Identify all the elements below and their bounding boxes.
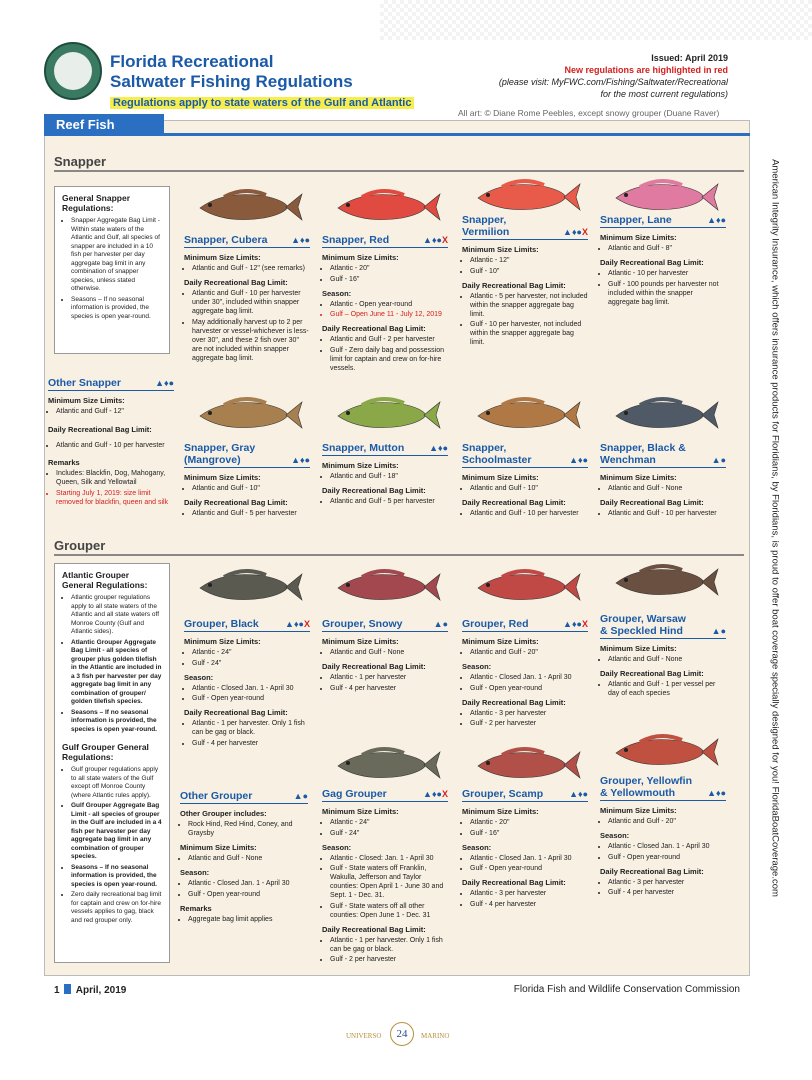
section-grouper-rule xyxy=(54,554,744,556)
species-name-text: Snapper, Lane xyxy=(600,214,672,226)
footer-page xyxy=(54,984,126,996)
footer-org: Florida Fish and Wildlife Conservation Commission xyxy=(513,984,740,995)
atlantic-grouper-item: • Seasons – If no seasonal information is provided, the species is open year-round. xyxy=(71,709,162,735)
region-marks xyxy=(423,788,448,800)
snapper-card xyxy=(462,214,588,349)
bag-limit-item: • Gulf - 10 per harvester, not included within the snapper aggregate bag limit. xyxy=(470,320,588,347)
general-snapper-item: • Seasons – If no seasonal information is provided, the species is open year-round. xyxy=(71,296,162,322)
min-size-item: • Atlantic and Gulf - 12" xyxy=(56,407,174,416)
season-item: • Gulf - Open year-round xyxy=(188,890,308,899)
visit-note: for the most current regulations) xyxy=(600,89,728,99)
fish-illustration xyxy=(472,566,582,608)
remarks-item-new: • Starting July 1, 2019: size limit removed for blackfin, queen and silk xyxy=(56,489,174,507)
footer-date: April, 2019 xyxy=(75,985,127,996)
min-size-label: Minimum Size Limits: xyxy=(184,473,261,482)
region-marks xyxy=(291,234,310,246)
fish-illustration xyxy=(472,176,582,218)
snapper-card xyxy=(600,442,726,520)
remarks-item: • Aggregate bag limit applies xyxy=(188,915,308,924)
region-marks xyxy=(707,214,726,226)
min-size-item: • Atlantic and Gulf - 12" (see remarks) xyxy=(192,264,310,273)
region-marks: ▲♦● xyxy=(155,378,174,388)
species-name-text: Snapper, Vermilion xyxy=(462,214,510,238)
species-name xyxy=(322,788,448,802)
species-name xyxy=(600,775,726,801)
bag-limit-label: Daily Recreational Bag Limit: xyxy=(184,708,288,717)
fish-illustration xyxy=(194,394,304,436)
min-size-item: • Gulf - 16" xyxy=(330,275,448,284)
region-marks xyxy=(434,618,448,630)
grouper-card xyxy=(462,788,588,910)
season-label: Season: xyxy=(462,842,492,852)
min-size-label: Minimum Size Limits: xyxy=(180,843,257,852)
region-marks-text: ▲● xyxy=(711,455,726,465)
region-marks-text: ▲♦● xyxy=(563,619,582,629)
x-mark: X xyxy=(581,619,588,629)
visit-link[interactable]: (please visit: MyFWC.com/Fishing/Saltwater/Recreational xyxy=(498,77,728,87)
species-name xyxy=(600,214,726,228)
min-size-label: Minimum Size Limits: xyxy=(184,253,261,262)
header-pattern xyxy=(380,0,812,40)
min-size-item: • Atlantic - 20" xyxy=(470,818,588,827)
min-size-label: Minimum Size Limits: xyxy=(184,637,261,646)
section-grouper: Grouper xyxy=(54,538,106,553)
title-line1: Florida Recreational xyxy=(110,52,274,71)
sidebar-ad xyxy=(760,158,790,897)
species-name-text: Snapper, Gray (Mangrove) xyxy=(184,442,256,466)
min-size-item: • Atlantic and Gulf - 20" xyxy=(608,817,726,826)
season-item: • Atlantic - Closed Jan. 1 - April 30 xyxy=(188,879,308,888)
bag-limit-item: • Gulf - Zero daily bag and possession limit for captain and crew on for-hire vessels. xyxy=(330,346,448,373)
issued-block xyxy=(499,52,728,100)
season-item: • Atlantic - Closed: Jan. 1 - April 30 xyxy=(330,854,448,863)
region-marks-text: ▲♦● xyxy=(707,788,726,798)
bag-limit-label: Daily Recreational Bag Limit: xyxy=(48,425,152,434)
bag-limit-item: • Gulf - 2 per harvester xyxy=(330,955,448,964)
species-name xyxy=(600,613,726,639)
section-snapper-rule xyxy=(54,170,744,172)
bag-limit-item: • Atlantic - 1 per harvester xyxy=(330,673,448,682)
grouper-card xyxy=(600,775,726,899)
new-regs-note: New regulations are highlighted in red xyxy=(564,65,728,75)
gulf-grouper-item: • Seasons – If no seasonal information is provided, the species is open year-round. xyxy=(71,864,162,890)
species-name-text: Grouper, Black xyxy=(184,618,259,630)
section-snapper: Snapper xyxy=(54,154,107,169)
bag-limit-label: Daily Recreational Bag Limit: xyxy=(462,498,566,507)
bag-limit-item: • Gulf - 4 per harvester xyxy=(470,900,588,909)
bag-limit-label: Daily Recreational Bag Limit: xyxy=(322,324,426,333)
species-name xyxy=(180,790,308,804)
species-name xyxy=(462,442,588,468)
bag-limit-label: Daily Recreational Bag Limit: xyxy=(462,697,566,707)
tab-reef-fish: Reef Fish xyxy=(44,114,164,136)
min-size-label: Minimum Size Limits: xyxy=(600,806,677,815)
includes-item: • Rock Hind, Red Hind, Coney, and Graysby xyxy=(188,820,308,838)
min-size-item: • Atlantic and Gulf - 8" xyxy=(608,244,726,253)
species-name xyxy=(322,618,448,632)
magazine-right: MARINO xyxy=(421,1032,450,1040)
region-marks xyxy=(285,618,310,630)
bag-limit-item: • Atlantic - 3 per harvester xyxy=(470,889,588,898)
fish-illustration xyxy=(610,561,720,603)
season-label: Season: xyxy=(184,672,214,682)
min-size-label: Minimum Size Limits: xyxy=(462,473,539,482)
bag-limit-item: • Atlantic - 10 per harvester xyxy=(608,269,726,278)
season-item: • Gulf - Open year-round xyxy=(192,694,310,703)
season-label: Season: xyxy=(462,662,492,671)
bag-limit-item: • Atlantic and Gulf - 10 per harvester under 30", included within snapper aggregate bag limit. xyxy=(192,289,310,316)
grouper-card xyxy=(322,618,448,694)
bag-limit-item: • Atlantic and Gulf - 5 per harvester xyxy=(330,497,448,506)
species-name xyxy=(462,214,588,240)
bag-limit-label: Daily Recreational Bag Limit: xyxy=(600,669,704,678)
region-marks xyxy=(712,454,726,466)
species-name xyxy=(322,442,448,456)
snapper-card xyxy=(184,442,310,520)
fish-illustration xyxy=(610,176,720,218)
species-name-text: Other Grouper xyxy=(180,790,253,802)
grouper-card xyxy=(600,613,726,700)
snapper-card xyxy=(184,234,310,364)
general-snapper-item: • Snapper Aggregate Bag Limit - Within state waters of the Atlantic and Gulf, all species of snapper are included in a 10 fish per harvester per day aggregate bag limit in any combination of snapper species, unless stated otherwise. xyxy=(71,217,162,294)
min-size-label: Minimum Size Limits: xyxy=(322,461,399,470)
bag-limit-item: • Atlantic - 1 per harvester. Only 1 fish can be gag or black. xyxy=(330,936,448,954)
season-item: • Gulf - Open year-round xyxy=(470,864,588,873)
other-snapper-block xyxy=(48,377,174,508)
region-marks-text: ▲● xyxy=(711,626,726,636)
region-marks-text: ▲♦● xyxy=(569,455,588,465)
gulf-grouper-item: • Gulf grouper regulations apply to all state waters of the Gulf except off Monroe County (where Atlantic rules apply). xyxy=(71,766,162,800)
x-mark: X xyxy=(303,619,310,629)
bag-limit-label: Daily Recreational Bag Limit: xyxy=(462,280,566,290)
snapper-card xyxy=(600,214,726,308)
bag-limit-item: • Atlantic and Gulf - 5 per harvester xyxy=(192,509,310,518)
min-size-label: Minimum Size Limits: xyxy=(322,637,399,646)
bag-limit-item: • Gulf - 100 pounds per harvester not included within the snapper aggregate bag limit. xyxy=(608,280,726,307)
season-item: • Atlantic - Open year-round xyxy=(330,300,448,309)
season-item-new: • Gulf – Open June 11 - July 12, 2019 xyxy=(330,310,448,319)
bag-limit-item: • Atlantic and Gulf - 10 per harvester xyxy=(56,441,174,450)
bag-limit-label: Daily Recreational Bag Limit: xyxy=(184,498,288,507)
bag-limit-label: Daily Recreational Bag Limit: xyxy=(600,258,704,267)
grouper-card xyxy=(462,618,588,730)
x-mark: X xyxy=(441,789,448,799)
min-size-label: Minimum Size Limits: xyxy=(322,807,399,816)
region-marks: ▲● xyxy=(293,791,308,801)
page-header xyxy=(110,52,414,111)
gulf-grouper-item: • Zero daily recreational bag limit for captain and crew on for-hire vessels applies to gag, black and red grouper only. xyxy=(71,891,162,925)
atlantic-grouper-title: Atlantic Grouper General Regulations: xyxy=(62,570,148,590)
atlantic-grouper-item: • Atlantic Grouper Aggregate Bag Limit - all species of grouper plus golden tilefish in the Atlantic are included in a 3 fish per harvester per day aggregate bag limit in any combination of grouper/ golden tilefish species. xyxy=(71,639,162,707)
fish-illustration xyxy=(332,566,442,608)
x-mark: X xyxy=(441,235,448,245)
region-marks xyxy=(563,618,588,630)
issued-date: Issued: April 2019 xyxy=(651,53,728,63)
fish-illustration xyxy=(194,186,304,228)
species-name-text: Other Snapper xyxy=(48,377,121,389)
species-name xyxy=(600,442,726,468)
remarks-label: Remarks xyxy=(48,458,80,467)
sidebar-ad-text: American Integrity Insurance, which offers insurance products for Floridians, by Floridians, is proud to offer boat coverage specially designed for you! FloridaBoatCoverage.com xyxy=(769,158,781,897)
bag-limit-item: • Gulf - 4 per harvester xyxy=(192,739,310,748)
min-size-label: Minimum Size Limits: xyxy=(48,396,125,405)
region-marks-text: ▲♦● xyxy=(569,789,588,799)
title-line2: Saltwater Fishing Regulations xyxy=(110,72,353,91)
min-size-label: Minimum Size Limits: xyxy=(600,233,677,242)
species-name xyxy=(48,377,174,391)
fish-illustration xyxy=(610,394,720,436)
region-marks xyxy=(569,788,588,800)
region-marks-text: ▲♦● xyxy=(563,227,582,237)
min-size-item: • Atlantic and Gulf - None xyxy=(608,655,726,664)
min-size-label: Minimum Size Limits: xyxy=(322,253,399,262)
min-size-label: Minimum Size Limits: xyxy=(462,637,539,646)
season-item: • Atlantic - Closed Jan. 1 - April 30 xyxy=(470,854,588,863)
grouper-card xyxy=(184,618,310,749)
bag-limit-item: • May additionally harvest up to 2 per harvester or vessel-whichever is less- over 30", and these 2 fish over 30" are not included within snapper aggregate bag limit. xyxy=(192,318,310,363)
min-size-item: • Gulf - 16" xyxy=(470,829,588,838)
min-size-item: • Atlantic and Gulf - 20" xyxy=(470,648,588,657)
species-name-text: Grouper, Scamp xyxy=(462,788,544,800)
bag-limit-item: • Atlantic and Gulf - 2 per harvester xyxy=(330,335,448,344)
region-marks xyxy=(429,442,448,454)
bag-limit-item: • Atlantic and Gulf - 1 per vessel per day of each species xyxy=(608,680,726,698)
bag-limit-item: • Atlantic and Gulf - 10 per harvester xyxy=(470,509,588,518)
bag-limit-item: • Atlantic - 1 per harvester. Only 1 fish can be gag or black. xyxy=(192,719,310,737)
species-name-text: Snapper, Black & Wenchman xyxy=(600,442,686,466)
species-name-text: Snapper, Cubera xyxy=(184,234,268,246)
season-item: • Atlantic - Closed Jan. 1 - April 30 xyxy=(470,673,588,682)
remarks-label: Remarks xyxy=(180,903,212,913)
species-name-text: Grouper, Warsaw & Speckled Hind xyxy=(600,613,686,637)
species-name xyxy=(462,618,588,632)
region-marks xyxy=(563,226,588,238)
season-label: Season: xyxy=(600,831,630,840)
region-marks xyxy=(707,787,726,799)
region-marks-text: ▲♦● xyxy=(423,789,442,799)
region-marks xyxy=(423,234,448,246)
species-name-text: Grouper, Red xyxy=(462,618,529,630)
season-item: • Atlantic - Closed Jan. 1 - April 30 xyxy=(192,684,310,693)
species-name-text: Gag Grouper xyxy=(322,788,387,800)
season-item: • Gulf - State waters off all other counties: Open June 1 - Dec. 31 xyxy=(330,902,448,920)
min-size-item: • Atlantic and Gulf - None xyxy=(188,854,308,863)
subtitle: Regulations apply to state waters of the Gulf and Atlantic xyxy=(110,97,414,109)
snapper-card xyxy=(322,442,448,508)
region-marks xyxy=(712,625,726,637)
species-name xyxy=(184,234,310,248)
fish-illustration xyxy=(332,186,442,228)
general-snapper-title: General Snapper Regulations: xyxy=(62,193,131,213)
species-name-text: Snapper, Red xyxy=(322,234,390,246)
fish-illustration xyxy=(194,566,304,608)
general-grouper-box xyxy=(54,563,170,963)
snapper-card xyxy=(462,442,588,520)
season-item: • Gulf - Open year-round xyxy=(470,684,588,693)
min-size-item: • Gulf - 24" xyxy=(192,659,310,668)
bag-limit-label: Daily Recreational Bag Limit: xyxy=(462,878,566,887)
bag-limit-label: Daily Recreational Bag Limit: xyxy=(184,278,288,287)
min-size-item: • Atlantic - 20" xyxy=(330,264,448,273)
bag-limit-item: • Gulf - 4 per harvester xyxy=(608,888,726,897)
fish-illustration xyxy=(472,394,582,436)
species-name xyxy=(322,234,448,248)
bag-limit-label: Daily Recreational Bag Limit: xyxy=(600,498,704,507)
bag-limit-item: • Atlantic and Gulf - 10 per harvester xyxy=(608,509,726,518)
magazine-number: 24 xyxy=(390,1022,414,1046)
season-item: • Gulf - Open year-round xyxy=(608,853,726,862)
min-size-label: Minimum Size Limits: xyxy=(600,473,677,482)
species-name xyxy=(184,618,310,632)
min-size-item: • Gulf - 10" xyxy=(470,267,588,276)
region-marks-text: ▲♦● xyxy=(429,443,448,453)
min-size-item: • Atlantic and Gulf - None xyxy=(330,648,448,657)
grouper-card xyxy=(322,788,448,966)
region-marks-text: ▲● xyxy=(433,619,448,629)
gulf-grouper-item: • Gulf Grouper Aggregate Bag Limit - all species of grouper in the Gulf are included in a 4 fish per harvester per day aggregate bag limit in any combination of grouper species. xyxy=(71,802,162,862)
bag-limit-label: Daily Recreational Bag Limit: xyxy=(322,662,426,671)
season-label: Season: xyxy=(322,842,352,852)
min-size-item: • Atlantic and Gulf - 18" xyxy=(330,472,448,481)
bag-limit-item: • Atlantic - 5 per harvester, not included within the snapper aggregate bag limit. xyxy=(470,292,588,319)
bag-limit-item: • Atlantic - 3 per harvester xyxy=(470,709,588,718)
species-name-text: Grouper, Snowy xyxy=(322,618,403,630)
region-marks-text: ▲♦● xyxy=(291,235,310,245)
includes-label: Other Grouper includes: xyxy=(180,809,267,818)
other-grouper-block xyxy=(180,790,308,925)
bag-limit-item: • Gulf - 4 per harvester xyxy=(330,684,448,693)
magazine-logo xyxy=(346,1022,458,1056)
season-label: Season: xyxy=(180,868,210,877)
region-marks-text: ▲♦● xyxy=(423,235,442,245)
fish-illustration xyxy=(610,731,720,773)
min-size-item: • Gulf - 24" xyxy=(330,829,448,838)
species-name-text: Snapper, Schoolmaster xyxy=(462,442,532,466)
fish-illustration xyxy=(332,394,442,436)
min-size-item: • Atlantic - 24" xyxy=(330,818,448,827)
species-name xyxy=(184,442,310,468)
season-item: • Gulf - State waters off Franklin, Wakulla, Jefferson and Taylor counties: Open April 1 - June 30 and Sept. 1 - Dec. 31. xyxy=(330,864,448,900)
page-number: 1 xyxy=(54,985,60,996)
bag-limit-label: Daily Recreational Bag Limit: xyxy=(600,866,704,876)
region-marks xyxy=(291,454,310,466)
snapper-card xyxy=(322,234,448,374)
bag-limit-item: • Gulf - 2 per harvester xyxy=(470,719,588,728)
species-name-text: Grouper, Yellowfin & Yellowmouth xyxy=(600,775,692,799)
fish-illustration xyxy=(472,744,582,786)
fwc-logo xyxy=(44,42,102,100)
general-snapper-box xyxy=(54,186,170,354)
fish-illustration xyxy=(332,744,442,786)
region-marks-text: ▲♦● xyxy=(285,619,304,629)
region-marks xyxy=(569,454,588,466)
min-size-label: Minimum Size Limits: xyxy=(600,644,677,653)
min-size-label: Minimum Size Limits: xyxy=(462,807,539,816)
bag-limit-item: • Atlantic - 3 per harvester xyxy=(608,878,726,887)
min-size-item: • Atlantic and Gulf - 10" xyxy=(470,484,588,493)
remarks-item: • Includes: Blackfin, Dog, Mahogany, Queen, Silk and Yellowtail xyxy=(56,469,174,487)
x-mark: X xyxy=(581,227,588,237)
species-name xyxy=(462,788,588,802)
min-size-item: • Atlantic - 12" xyxy=(470,256,588,265)
region-marks-text: ▲♦● xyxy=(707,215,726,225)
atlantic-grouper-item: • Atlantic grouper regulations apply to all state waters of the Atlantic and all state waters off Monroe County (Gulf and Atlantic sides). xyxy=(71,594,162,637)
page-marker xyxy=(64,984,71,994)
gulf-grouper-title: Gulf Grouper General Regulations: xyxy=(62,742,149,762)
bag-limit-label: Daily Recreational Bag Limit: xyxy=(322,486,426,495)
season-label: Season: xyxy=(322,288,352,298)
min-size-item: • Atlantic and Gulf - None xyxy=(608,484,726,493)
season-item: • Atlantic - Closed Jan. 1 - April 30 xyxy=(608,842,726,851)
min-size-item: • Atlantic - 24" xyxy=(192,648,310,657)
species-name-text: Snapper, Mutton xyxy=(322,442,405,454)
region-marks-text: ▲♦● xyxy=(291,455,310,465)
min-size-item: • Atlantic and Gulf - 10" xyxy=(192,484,310,493)
bag-limit-label: Daily Recreational Bag Limit: xyxy=(322,924,426,934)
art-credit: All art: © Diane Rome Peebles, except snowy grouper (Duane Raver) xyxy=(458,108,720,118)
min-size-label: Minimum Size Limits: xyxy=(462,245,539,254)
magazine-left: UNIVERSO xyxy=(346,1032,382,1040)
